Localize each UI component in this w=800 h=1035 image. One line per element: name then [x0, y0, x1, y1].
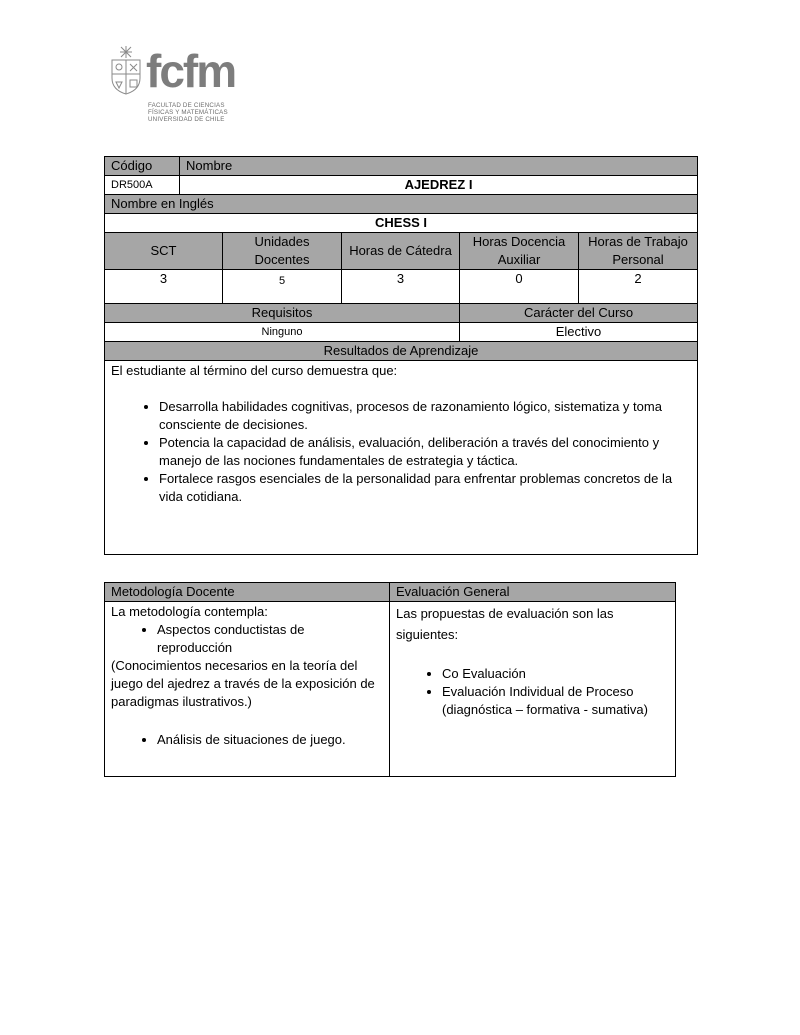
metodologia-evaluacion-table: [104, 582, 676, 777]
codigo-value: DR500A: [105, 176, 180, 195]
header-sct: SCT: [105, 233, 223, 270]
caracter-value: Electivo: [460, 323, 698, 342]
metodologia-label: Metodología Docente: [105, 583, 390, 602]
requisitos-label: Requisitos: [105, 304, 460, 323]
evaluacion-item: • Co Evaluación: [442, 665, 669, 683]
evaluacion-cell: [390, 602, 676, 777]
nombre-ingles-value: CHESS I: [105, 214, 698, 233]
requisitos-value: Ninguno: [105, 323, 460, 342]
resultados-cell: [105, 361, 698, 555]
metodologia-item: • Aspectos conductistas de reproducción: [157, 621, 383, 657]
resultado-item: • Potencia la capacidad de análisis, evaluación, deliberación a través del conocimiento y manejo de las nociones fundamentales de estrategia y táctica.: [159, 434, 691, 470]
nombre-value: AJEDREZ I: [180, 176, 698, 195]
value-personal: 2: [579, 270, 698, 304]
logo-wordmark: fcfm: [146, 45, 236, 97]
metodologia-item: • Análisis de situaciones de juego.: [157, 731, 383, 749]
resultados-list: [111, 398, 691, 506]
logo-subtitle: FACULTAD DE CIENCIAS FÍSICAS Y MATEMÁTICAS UNIVERSIDAD DE CHILE: [148, 102, 228, 123]
header-personal: Horas de Trabajo Personal: [579, 233, 698, 270]
resultado-item: • Desarrolla habilidades cognitivas, procesos de razonamiento lógico, sistematiza y toma consciente de decisiones.: [159, 398, 691, 434]
codigo-label: Código: [105, 157, 180, 176]
university-crest-icon: [108, 44, 144, 96]
metodologia-intro: La metodología contempla:: [111, 604, 268, 619]
caracter-label: Carácter del Curso: [460, 304, 698, 323]
resultados-label: Resultados de Aprendizaje: [105, 342, 698, 361]
course-info-table: [104, 156, 698, 555]
header-unidades: Unidades Docentes: [223, 233, 342, 270]
nombre-ingles-label: Nombre en Inglés: [105, 195, 698, 214]
value-sct: 3: [105, 270, 223, 304]
metodologia-note: (Conocimientos necesarios en la teoría del juego del ajedrez a través de la exposición de paradigmas ilustrativos.): [111, 658, 375, 709]
fcfm-logo: [108, 44, 238, 128]
evaluacion-label: Evaluación General: [390, 583, 676, 602]
evaluacion-intro: Las propuestas de evaluación son las siguientes:: [396, 606, 614, 642]
value-catedra: 3: [342, 270, 460, 304]
value-auxiliar: 0: [460, 270, 579, 304]
resultados-intro: El estudiante al término del curso demuestra que:: [111, 363, 398, 378]
header-auxiliar: Horas Docencia Auxiliar: [460, 233, 579, 270]
value-unidades: 5: [223, 270, 342, 304]
evaluacion-item: • Evaluación Individual de Proceso (diagnóstica – formativa - sumativa): [442, 683, 669, 719]
nombre-label: Nombre: [180, 157, 698, 176]
resultado-item: • Fortalece rasgos esenciales de la personalidad para enfrentar problemas concretos de la vida cotidiana.: [159, 470, 691, 506]
header-catedra: Horas de Cátedra: [342, 233, 460, 270]
metodologia-cell: [105, 602, 390, 777]
